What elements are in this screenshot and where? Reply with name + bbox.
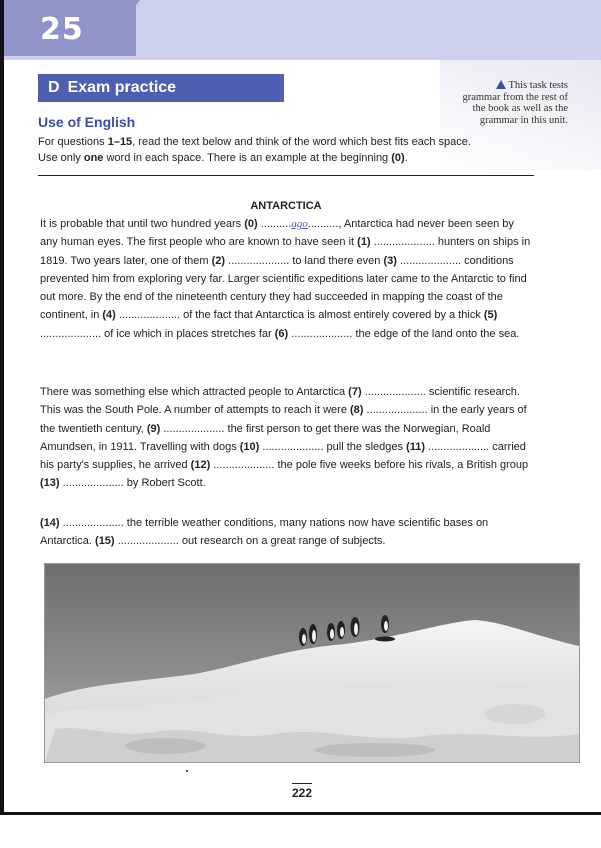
scan-edge-bottom xyxy=(0,812,601,815)
unit-number: 25 xyxy=(40,12,84,47)
article-paragraph-3: (14) .................... the terrible weather conditions, many nations now have scientific bases on Antarctica. (15) .................... out research on a great range of subjects. xyxy=(40,517,489,548)
section-banner xyxy=(38,74,284,102)
scan-speck xyxy=(186,770,188,772)
article-paragraph-2: There was something else which attracted people to Antarctica (7) .................... scientific research. This was the South Pole. A number of attempts to reach it were (8) .................... in the early years of the twentieth century, (9) .................... the first person to get there was the Norwegian, Roald Amundsen, in 1911. Travelling with dogs (10) .................... pull the sledges (11) .................... carried his party's supplies, he arrived (12) .................... the pole five weeks before his rivals, a British group (13) .................... by Robert Scott. xyxy=(40,386,529,490)
margin-note-text: This task tests grammar from the rest of the book as well as the grammar in this unit. xyxy=(462,80,568,126)
antarctica-photo xyxy=(44,563,580,763)
article-paragraph-1: It is probable that until two hundred years (0) ..........ago.........., Antarctica had never been seen by any human eyes. The first people who are known to have seen it (1) .................... hunters on ships in 1819. Two years later, one of them (2) .................... to land there even (3) .................... conditions prevented him from exploring very far. Larger scientific expeditions later came to the Antarctic to find out more. By the end of the nineteenth century they had succeeded in mapping the coast of the continent, in (4) .................... of the fact that Antarctica is almost entirely covered by a thick (5) .................... of ice which in places stretches far (6) .................... the edge of the land onto the sea. xyxy=(40,218,531,340)
section-letter: D xyxy=(48,79,60,96)
page-number: 222 xyxy=(292,783,312,800)
instructions: For questions 1–15, read the text below and think of the word which best fits each space. Use only one word in each space. There is an example at the beginning (0). xyxy=(38,136,471,164)
scan-edge-left xyxy=(0,0,4,815)
section-label: Exam practice xyxy=(67,79,177,96)
warning-triangle-icon xyxy=(496,80,506,89)
unit-tab-slant xyxy=(96,0,140,56)
subsection-title: Use of English xyxy=(38,114,136,130)
article-title: ANTARCTICA xyxy=(250,200,322,212)
example-answer: ago xyxy=(291,218,308,230)
divider xyxy=(38,175,534,176)
margin-note xyxy=(458,80,568,126)
